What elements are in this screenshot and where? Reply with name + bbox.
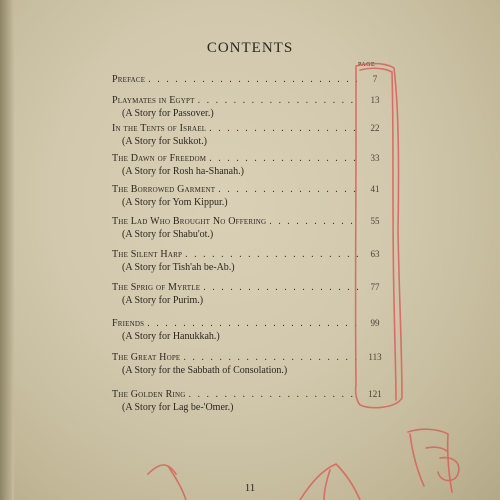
entry-subtitle: (A Story for Tish'ah be-Ab.) [122, 262, 235, 273]
entry-title: Friends [112, 318, 145, 329]
entry-subtitle: (A Story for Lag be-'Omer.) [122, 402, 234, 413]
entry-title: The Dawn of Freedom [112, 153, 207, 164]
entry-subtitle: (A Story for Passover.) [122, 108, 214, 119]
entry-subtitle: (A Story for Hanukkah.) [122, 331, 220, 342]
crayon-page-column-inner-stroke [360, 68, 396, 400]
entry-title: The Sprig of Myrtle [112, 282, 201, 293]
entry-page-number: 99 [370, 318, 380, 328]
entry-title: Preface [112, 74, 146, 85]
entry-title: The Great Hope [112, 352, 181, 363]
entry-title: The Borrowed Garment [112, 184, 216, 195]
entry-subtitle: (A Story for the Sabbath of Consolation.) [122, 365, 288, 376]
crayon-doodle-bottom [148, 464, 360, 500]
entry-page-number: 63 [370, 249, 380, 259]
entry-title: Playmates in Egypt [112, 95, 195, 106]
entry-subtitle: (A Story for Sukkot.) [122, 136, 207, 147]
entry-page-number: 77 [370, 282, 380, 292]
entry-page-number: 41 [370, 184, 380, 194]
entry-title: The Golden Ring [112, 389, 186, 400]
entry-page-number: 22 [370, 123, 380, 133]
page-folio-number: 11 [244, 482, 256, 494]
entry-page-number: 13 [370, 95, 380, 105]
entry-page-number: 121 [368, 389, 382, 399]
entry-subtitle: (A Story for Shabu'ot.) [122, 229, 214, 240]
crayon-doodle-right [408, 429, 452, 492]
entry-subtitle: (A Story for Purim.) [122, 295, 204, 306]
page-column-label: PAGE [358, 62, 376, 68]
entry-title: The Silent Harp [112, 249, 183, 260]
entry-page-number: 55 [370, 216, 380, 226]
entry-subtitle: (A Story for Rosh ha-Shanah.) [122, 166, 244, 177]
entry-page-number: 7 [372, 74, 378, 84]
entry-page-number: 113 [368, 352, 382, 362]
entry-subtitle: (A Story for Yom Kippur.) [122, 197, 228, 208]
entry-page-number: 33 [370, 153, 380, 163]
entry-title: The Lad Who Brought No Offering [112, 216, 267, 227]
entry-title: In the Tents of Israel [112, 123, 207, 134]
contents-heading: CONTENTS [206, 40, 294, 56]
